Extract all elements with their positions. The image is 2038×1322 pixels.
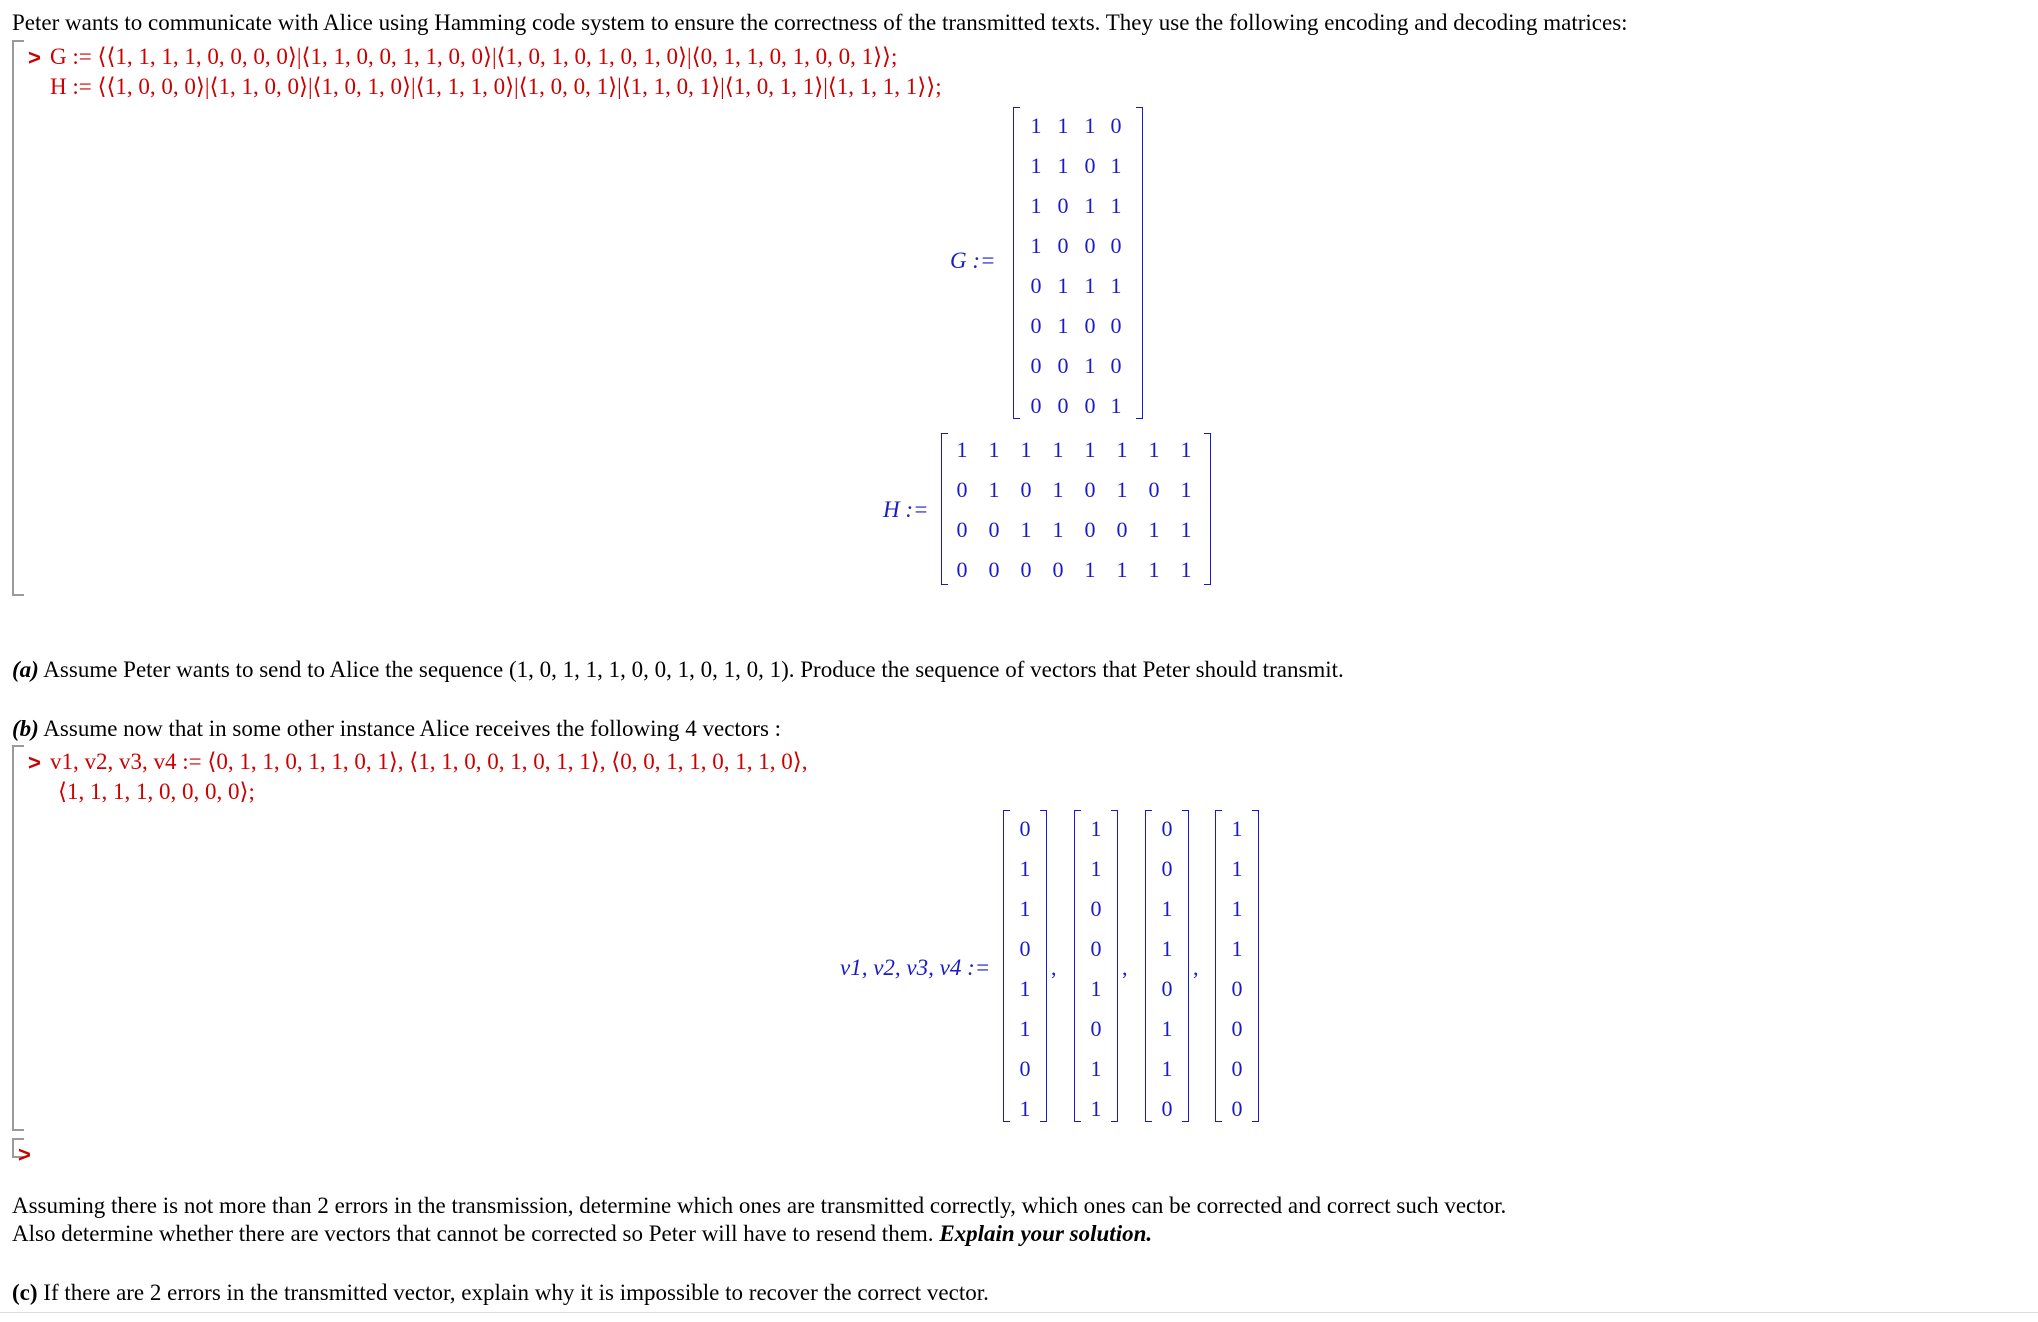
vector-separator: , <box>1051 955 1057 980</box>
g-matrix-cell: 1 <box>1084 193 1096 218</box>
h-matrix-cell: 1 <box>1020 517 1032 542</box>
part-c-question <box>12 1280 989 1306</box>
h-matrix-cell: 1 <box>1148 517 1160 542</box>
execution-group-bracket-2 <box>12 745 28 1131</box>
g-matrix <box>1013 107 1143 419</box>
h-matrix <box>941 433 1211 585</box>
h-matrix-cell: 1 <box>988 477 1000 502</box>
v-vector-cell: 1 <box>1090 1096 1102 1121</box>
g-matrix-cell: 0 <box>1030 393 1042 418</box>
h-input-line[interactable]: H := ⟨⟨1, 0, 0, 0⟩|⟨1, 1, 0, 0⟩|⟨1, 0, 1, 0⟩|⟨1, 1, 1, 0⟩|⟨1, 0, 0, 1⟩|⟨1, 1, 0, 1⟩|⟨1, 0, 1, 1⟩|⟨1, 1, 1, 1⟩⟩; <box>50 74 942 99</box>
v-vector-cell: 0 <box>1231 1056 1243 1081</box>
v-vector-4 <box>1215 810 1259 1122</box>
g-matrix-cell: 1 <box>1030 113 1042 138</box>
part-a-text: Assume Peter wants to send to Alice the sequence (1, 0, 1, 1, 1, 0, 0, 1, 0, 1, 0, 1). Produce the sequence of vectors that Peter should transmit. <box>38 657 1344 682</box>
part-a-label: (a) <box>12 657 39 682</box>
h-matrix-cell: 0 <box>1084 477 1096 502</box>
v-vector-cell: 1 <box>1019 1096 1031 1121</box>
h-matrix-cell: 1 <box>1148 437 1160 462</box>
part-c-text: If there are 2 errors in the transmitted vector, explain why it is impossible to recover the correct vector. <box>37 1280 989 1305</box>
v-vector-cell: 0 <box>1161 976 1173 1001</box>
h-matrix-cell: 1 <box>956 437 968 462</box>
h-matrix-cell: 1 <box>1084 437 1096 462</box>
h-matrix-cell: 0 <box>1084 517 1096 542</box>
g-matrix-cell: 0 <box>1084 393 1096 418</box>
v-vector-cell: 1 <box>1019 1016 1031 1041</box>
v-vector-cell: 1 <box>1161 896 1173 921</box>
g-matrix-cell: 1 <box>1110 393 1122 418</box>
v-input-line-2[interactable]: ⟨1, 1, 1, 1, 0, 0, 0, 0⟩; <box>58 779 255 804</box>
v-vector-cell: 1 <box>1019 896 1031 921</box>
g-matrix-cell: 1 <box>1057 273 1069 298</box>
h-matrix-cell: 1 <box>1084 557 1096 582</box>
g-output-label: G := <box>950 248 996 273</box>
g-matrix-cell: 1 <box>1110 193 1122 218</box>
execution-group-bracket <box>12 40 28 596</box>
input-prompt: > <box>28 45 41 70</box>
h-matrix-cell: 1 <box>1180 477 1192 502</box>
v-vector-cell: 1 <box>1090 976 1102 1001</box>
g-matrix-cell: 1 <box>1030 153 1042 178</box>
part-a-question <box>12 657 1344 683</box>
v-vector-cell: 1 <box>1231 816 1243 841</box>
h-matrix-cell: 1 <box>1116 437 1128 462</box>
assumption-line-2 <box>12 1221 1152 1247</box>
h-matrix-cell: 1 <box>1116 477 1128 502</box>
g-matrix-cell: 0 <box>1057 353 1069 378</box>
g-matrix-cell: 0 <box>1084 153 1096 178</box>
g-matrix-cell: 0 <box>1030 353 1042 378</box>
h-matrix-cell: 0 <box>988 517 1000 542</box>
v-vector-cell: 0 <box>1231 976 1243 1001</box>
v-vector-cell: 1 <box>1019 976 1031 1001</box>
v-vector-cell: 1 <box>1019 856 1031 881</box>
v-vector-3 <box>1145 810 1189 1122</box>
h-matrix-cell: 0 <box>1020 557 1032 582</box>
part-c-label: (c) <box>12 1280 38 1305</box>
h-matrix-cell: 1 <box>1180 557 1192 582</box>
h-matrix-cell: 1 <box>1116 557 1128 582</box>
h-matrix-cell: 1 <box>988 437 1000 462</box>
v-vector-cell: 0 <box>1090 896 1102 921</box>
g-matrix-cell: 1 <box>1030 193 1042 218</box>
g-matrix-cell: 0 <box>1030 273 1042 298</box>
g-matrix-cell: 1 <box>1110 273 1122 298</box>
v-vector-cell: 1 <box>1161 1016 1173 1041</box>
v-vector-cell: 1 <box>1090 816 1102 841</box>
v-vector-cell: 0 <box>1231 1016 1243 1041</box>
v-vector-cell: 0 <box>1090 1016 1102 1041</box>
v-vector-cell: 1 <box>1090 856 1102 881</box>
g-matrix-cell: 0 <box>1057 233 1069 258</box>
h-matrix-cell: 1 <box>1052 517 1064 542</box>
g-matrix-cell: 1 <box>1057 153 1069 178</box>
g-matrix-cell: 1 <box>1084 273 1096 298</box>
h-output-label: H := <box>883 497 929 522</box>
v-vector-cell: 1 <box>1161 1056 1173 1081</box>
v-vector-cell: 0 <box>1019 1056 1031 1081</box>
v-vector-cell: 0 <box>1019 816 1031 841</box>
h-matrix-cell: 0 <box>956 477 968 502</box>
h-matrix-cell: 0 <box>1052 557 1064 582</box>
vector-separator: , <box>1193 955 1199 980</box>
g-matrix-cell: 1 <box>1110 153 1122 178</box>
g-matrix-cell: 1 <box>1057 113 1069 138</box>
g-matrix-cell: 0 <box>1084 313 1096 338</box>
g-matrix-cell: 1 <box>1057 313 1069 338</box>
h-matrix-cell: 1 <box>1148 557 1160 582</box>
h-matrix-cell: 0 <box>1148 477 1160 502</box>
part-b-question <box>12 716 781 742</box>
g-matrix-cell: 0 <box>1110 113 1122 138</box>
part-b-text: Assume now that in some other instance Alice receives the following 4 vectors : <box>38 716 782 741</box>
intro-text: Peter wants to communicate with Alice using Hamming code system to ensure the correctness of the transmitted texts. They use the following encoding and decoding matrices: <box>12 10 1628 35</box>
h-matrix-cell: 0 <box>956 517 968 542</box>
assumption-line-1: Assuming there is not more than 2 errors in the transmission, determine which ones are transmitted correctly, which ones can be corrected and correct such vector. <box>12 1193 1507 1218</box>
v-vector-cell: 1 <box>1231 856 1243 881</box>
v-vector-1 <box>1003 810 1047 1122</box>
v-vector-cell: 1 <box>1161 936 1173 961</box>
g-input-line[interactable]: G := ⟨⟨1, 1, 1, 1, 0, 0, 0, 0⟩|⟨1, 1, 0, 0, 1, 1, 0, 0⟩|⟨1, 0, 1, 0, 1, 0, 1, 0⟩|⟨0, 1, 1, 0, 1, 0, 0, 1⟩⟩; <box>50 44 898 69</box>
v-vector-cell: 1 <box>1231 896 1243 921</box>
g-matrix-cell: 0 <box>1110 313 1122 338</box>
h-matrix-cell: 1 <box>1020 437 1032 462</box>
g-matrix-cell: 1 <box>1030 233 1042 258</box>
h-matrix-cell: 1 <box>1180 517 1192 542</box>
vector-separator: , <box>1122 955 1128 980</box>
g-matrix-cell: 1 <box>1084 113 1096 138</box>
explain-note: Explain your solution. <box>939 1221 1153 1246</box>
v-vector-cell: 0 <box>1161 856 1173 881</box>
h-matrix-cell: 1 <box>1052 477 1064 502</box>
v-output-label: v1, v2, v3, v4 := <box>840 955 991 980</box>
h-matrix-cell: 1 <box>1180 437 1192 462</box>
h-matrix-cell: 0 <box>988 557 1000 582</box>
v-vector-2 <box>1074 810 1118 1122</box>
g-matrix-cell: 0 <box>1057 193 1069 218</box>
part-b-label: (b) <box>12 716 39 741</box>
v-vector-cell: 0 <box>1019 936 1031 961</box>
h-matrix-cell: 0 <box>1020 477 1032 502</box>
v-vector-cell: 0 <box>1231 1096 1243 1121</box>
g-matrix-cell: 0 <box>1030 313 1042 338</box>
bottom-divider <box>0 1312 2038 1313</box>
assumption-text-2: Also determine whether there are vectors that cannot be corrected so Peter will have to resend them. <box>12 1221 940 1246</box>
g-matrix-cell: 0 <box>1110 233 1122 258</box>
g-matrix-cell: 0 <box>1084 233 1096 258</box>
h-matrix-cell: 0 <box>1116 517 1128 542</box>
h-matrix-cell: 0 <box>956 557 968 582</box>
g-matrix-cell: 1 <box>1084 353 1096 378</box>
v-vector-cell: 1 <box>1090 1056 1102 1081</box>
input-prompt-3[interactable]: > <box>18 1142 31 1167</box>
v-input-line-1[interactable]: v1, v2, v3, v4 := ⟨0, 1, 1, 0, 1, 1, 0, 1⟩, ⟨1, 1, 0, 0, 1, 0, 1, 1⟩, ⟨0, 0, 1, 1, 0, 1, 1, 0⟩, <box>50 749 808 774</box>
g-matrix-cell: 0 <box>1110 353 1122 378</box>
v-vector-cell: 0 <box>1161 816 1173 841</box>
v-vector-cell: 0 <box>1161 1096 1173 1121</box>
h-matrix-cell: 1 <box>1052 437 1064 462</box>
v-vector-cell: 0 <box>1090 936 1102 961</box>
v-vector-cell: 1 <box>1231 936 1243 961</box>
g-matrix-cell: 0 <box>1057 393 1069 418</box>
input-prompt-2: > <box>28 750 41 775</box>
